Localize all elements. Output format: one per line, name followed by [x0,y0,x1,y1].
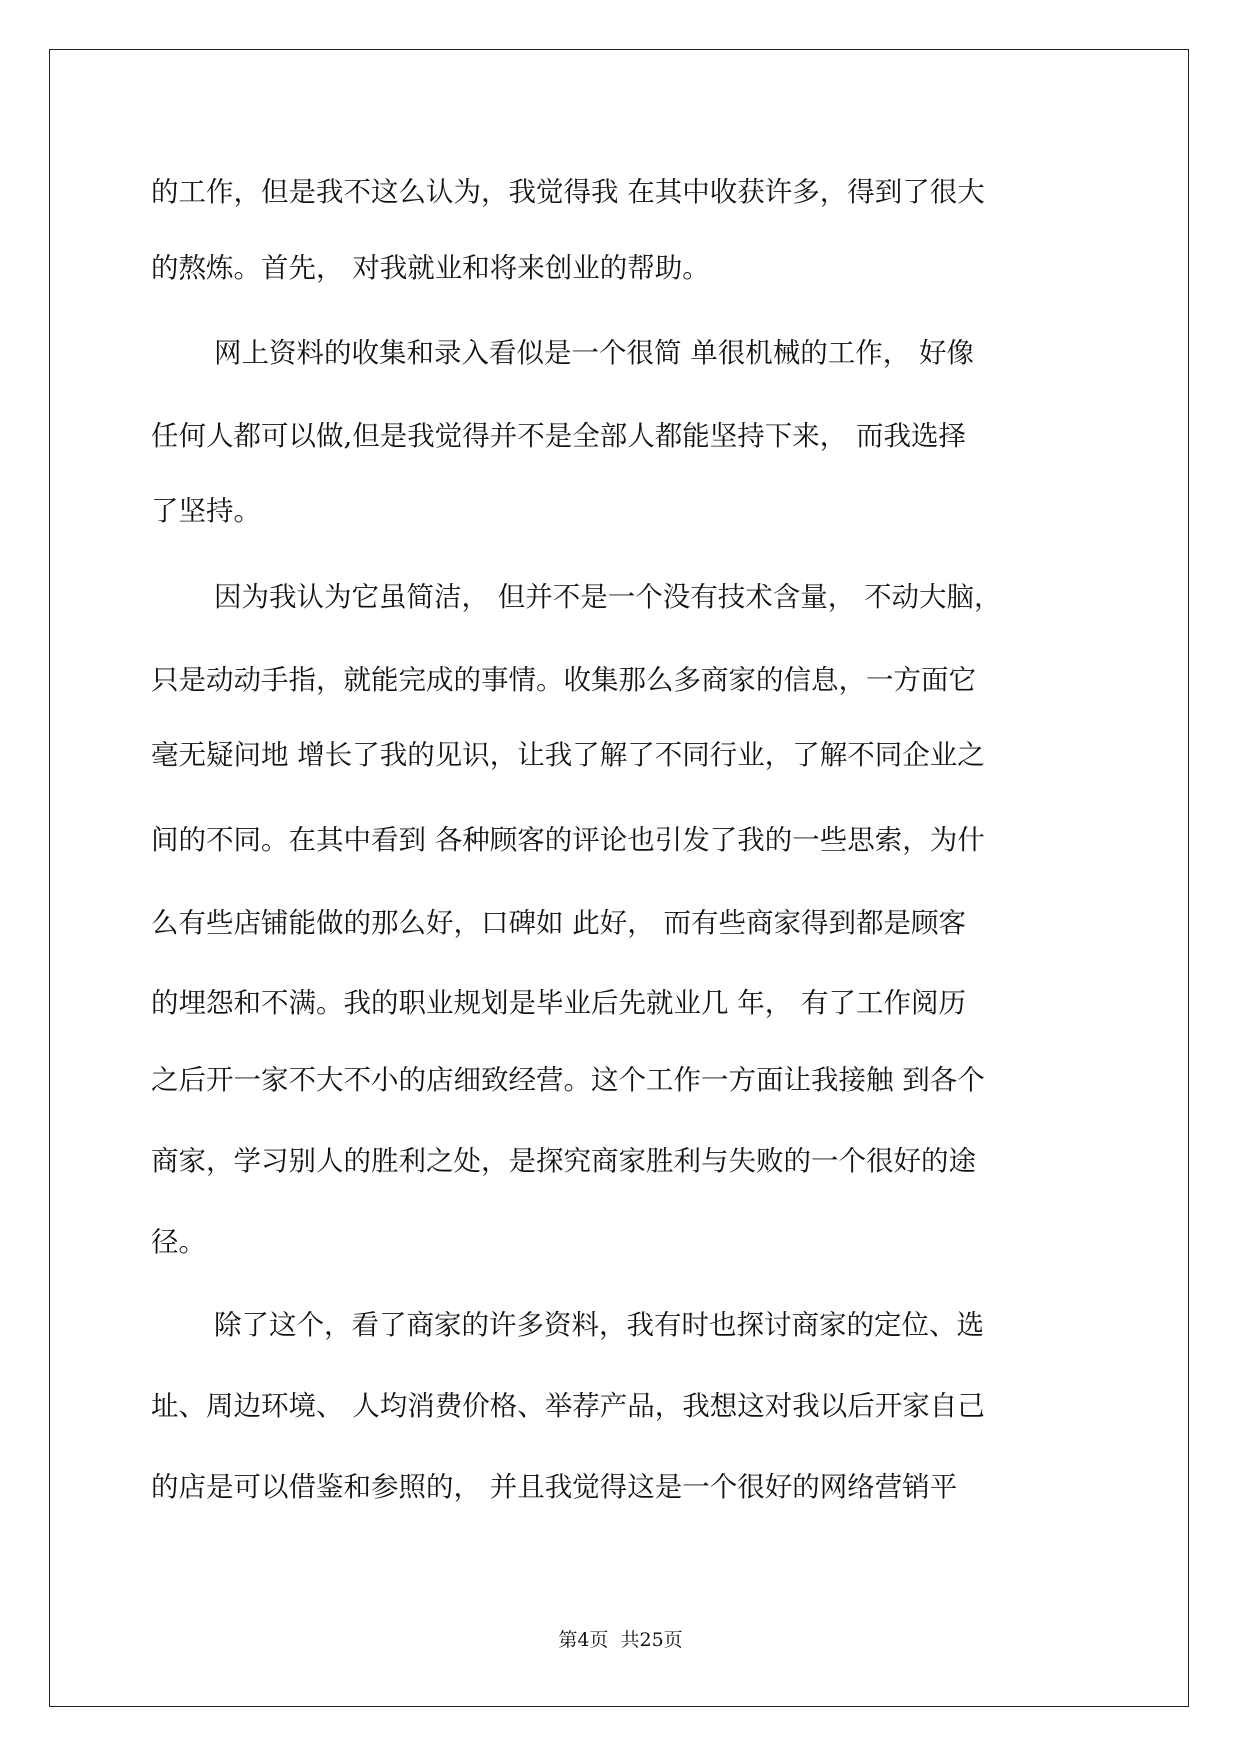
text-line: 毫无疑问地 增长了我的见识，让我了解了不同行业，了解不同企业之 [151,739,985,771]
text-line: 间的不同。在其中看到 各种顾客的评论也引发了我的一些思索，为什 [151,824,985,856]
text-line: 的工作，但是我不这么认为，我觉得我 在其中收获许多，得到了很大 [151,176,985,208]
text-line: 么有些店铺能做的那么好，口碑如 此好， 而有些商家得到都是顾客 [151,907,966,939]
text-line: 网上资料的收集和录入看似是一个很简 单很机械的工作， 好像 [214,337,974,369]
page-number: 第4页 共25页 [558,1629,683,1651]
text-line: 的埋怨和不满。我的职业规划是毕业后先就业几 年， 有了工作阅历 [151,987,966,1019]
page-border [49,49,1189,1707]
text-line: 之后开一家不大不小的店细致经营。这个工作一方面让我接触 到各个 [151,1064,985,1096]
text-line: 的熬炼。首先， 对我就业和将来创业的帮助。 [151,252,710,284]
text-line: 任何人都可以做,但是我觉得并不是全部人都能坚持下来， 而我选择 [151,420,966,452]
text-line: 了坚持。 [151,495,261,527]
text-line: 的店是可以借鉴和参照的， 并且我觉得这是一个很好的网络营销平 [151,1471,958,1503]
text-line: 址、周边环境、 人均消费价格、举荐产品，我想这对我以后开家自己 [151,1390,985,1422]
text-line: 除了这个，看了商家的许多资料，我有时也探讨商家的定位、选 [214,1309,984,1341]
text-line: 只是动动手指，就能完成的事情。收集那么多商家的信息，一方面它 [151,664,976,696]
text-line: 商家，学习别人的胜利之处，是探究商家胜利与失败的一个很好的途 [151,1145,976,1177]
text-line: 因为我认为它虽简洁， 但并不是一个没有技术含量， 不动大脑， [214,581,1002,613]
text-line: 径。 [151,1226,206,1258]
